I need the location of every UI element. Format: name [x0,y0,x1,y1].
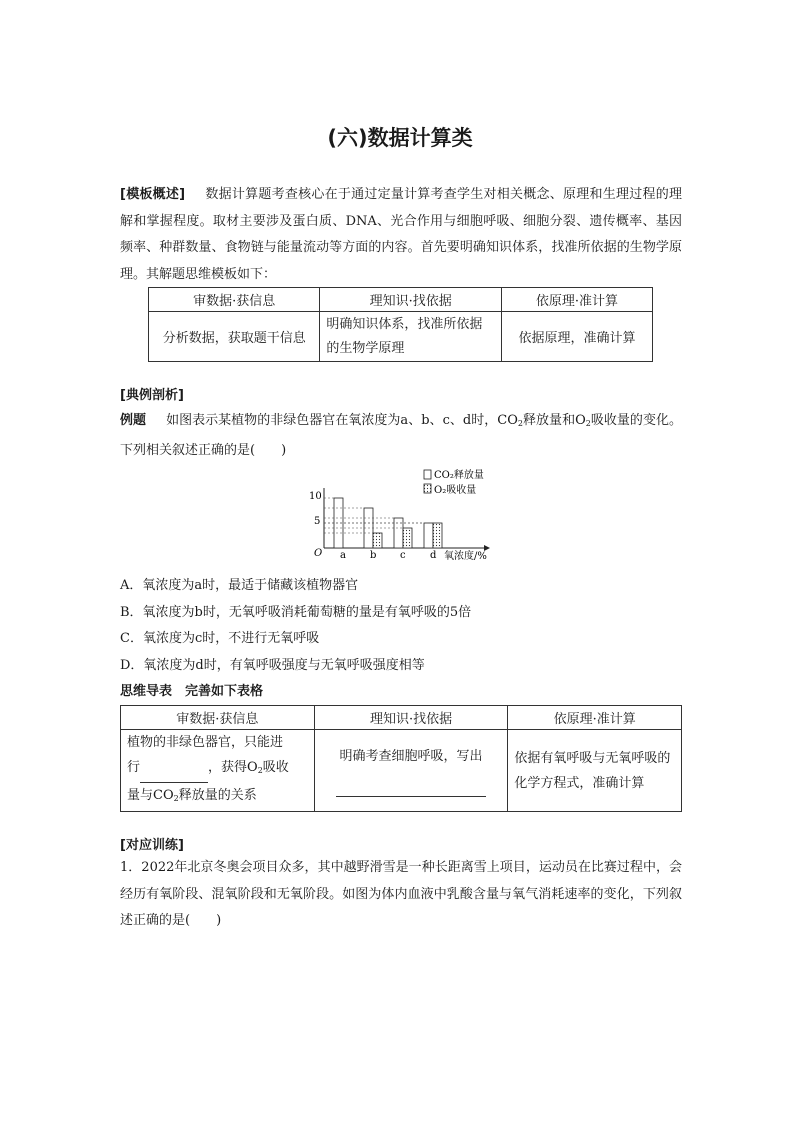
example-paragraph [120,408,682,464]
co2-bar-d [424,523,433,548]
template-header-1: 审数据·获信息 [149,288,320,312]
example-text-1: 如图表示某植物的非绿色器官在氧浓度为a、b、c、d时，CO [166,413,518,428]
example-label: 例题 [120,413,147,428]
thinking-label: 思维导表 [120,684,173,699]
thinking-header-3: 依原理·准计算 [508,706,682,730]
template-cell-2: 明确知识体系，找准所依据的生物学原理 [320,312,502,362]
thinking-cell-3: 依据有氧呼吸与无氧呼吸的化学方程式，准确计算 [508,730,682,812]
legend-swatch-o2 [424,484,431,493]
template-table [148,287,653,362]
x-tick-label-c: c [400,550,406,561]
thinking-cell-1: 植物的非绿色器官，只能进 行 ，获得$O_2$吸收 量与$CO_2$释放量的关系 [121,730,315,812]
x-tick-label-d: d [430,550,437,561]
x-tick-label-a: a [340,550,346,561]
y-tick-label-10: 10 [309,491,322,502]
example-heading: [典例剖析] [120,388,184,403]
x-tick-label-b: b [370,550,377,561]
x-axis-label: 氧浓度/% [444,551,487,562]
template-header-3: 依原理·准计算 [501,288,652,312]
thinking-heading [120,680,263,699]
practice-heading: [对应训练] [120,838,184,853]
example-sub-1: 2 [517,419,523,428]
option-b: B．氧浓度为b时，无氧呼吸消耗葡萄糖的量是有氧呼吸的5倍 [120,605,472,620]
template-cell-3: 依据原理，准确计算 [501,312,652,362]
origin-label: O [314,548,323,559]
overview-text: 数据计算题考查核心在于通过定量计算考查学生对相关概念、原理和生理过程的理解和掌握程度。取材主要涉及蛋白质、DNA、光合作用与细胞呼吸、细胞分裂、遗传概率、基因频率、种群数量、食物链与能量流动等方面的内容。首先要明确知识体系，找准所依据的生物学原理。其解题思维模板如下： [120,187,682,282]
option-d: D．氧浓度为d时，有氧呼吸强度与无氧呼吸强度相等 [120,658,425,673]
thinking-cell-2: 明确考查细胞呼吸，写出 [314,730,508,812]
legend-swatch-co2 [424,470,431,479]
example-sub-2: 2 [585,419,591,428]
legend-co2: CO₂释放量 [434,470,484,481]
legend-o2: O₂吸收量 [434,485,477,496]
o2-bar-d [433,523,442,548]
thinking-table [120,705,682,812]
template-header-2: 理知识·找依据 [320,288,502,312]
bar-chart [300,466,520,564]
practice-paragraph: 1．2022年北京冬奥会项目众多，其中越野滑雪是一种长距离雪上项目，运动员在比赛过程中，会经历有氧阶段、混氧阶段和无氧阶段。如图为体内血液中乳酸含量与氧气消耗速率的变化，下列叙述正确的是( ) [120,860,682,928]
thinking-text: 完善如下表格 [185,684,264,699]
co2-bar-c [394,518,403,548]
overview-paragraph [120,182,682,288]
o2-bar-b [373,533,382,548]
page-title: (六)数据计算类 [327,126,473,150]
thinking-header-2: 理知识·找依据 [314,706,508,730]
y-tick-label-5: 5 [314,516,321,527]
option-a: A．氧浓度为a时，最适于储藏该植物器官 [120,578,359,593]
answer-blank-1[interactable] [140,757,208,783]
thinking-header-1: 审数据·获信息 [121,706,315,730]
option-c: C．氧浓度为c时，不进行无氧呼吸 [120,631,320,646]
answer-blank-2[interactable] [336,771,486,797]
example-text-3: 吸收量的变化。下列相关叙述正确的是( ) [120,413,682,458]
overview-label: [模板概述] [120,187,186,202]
o2-bar-c [403,528,412,548]
example-text-2: 释放量和O [522,413,586,428]
template-cell-1: 分析数据，获取题干信息 [149,312,320,362]
